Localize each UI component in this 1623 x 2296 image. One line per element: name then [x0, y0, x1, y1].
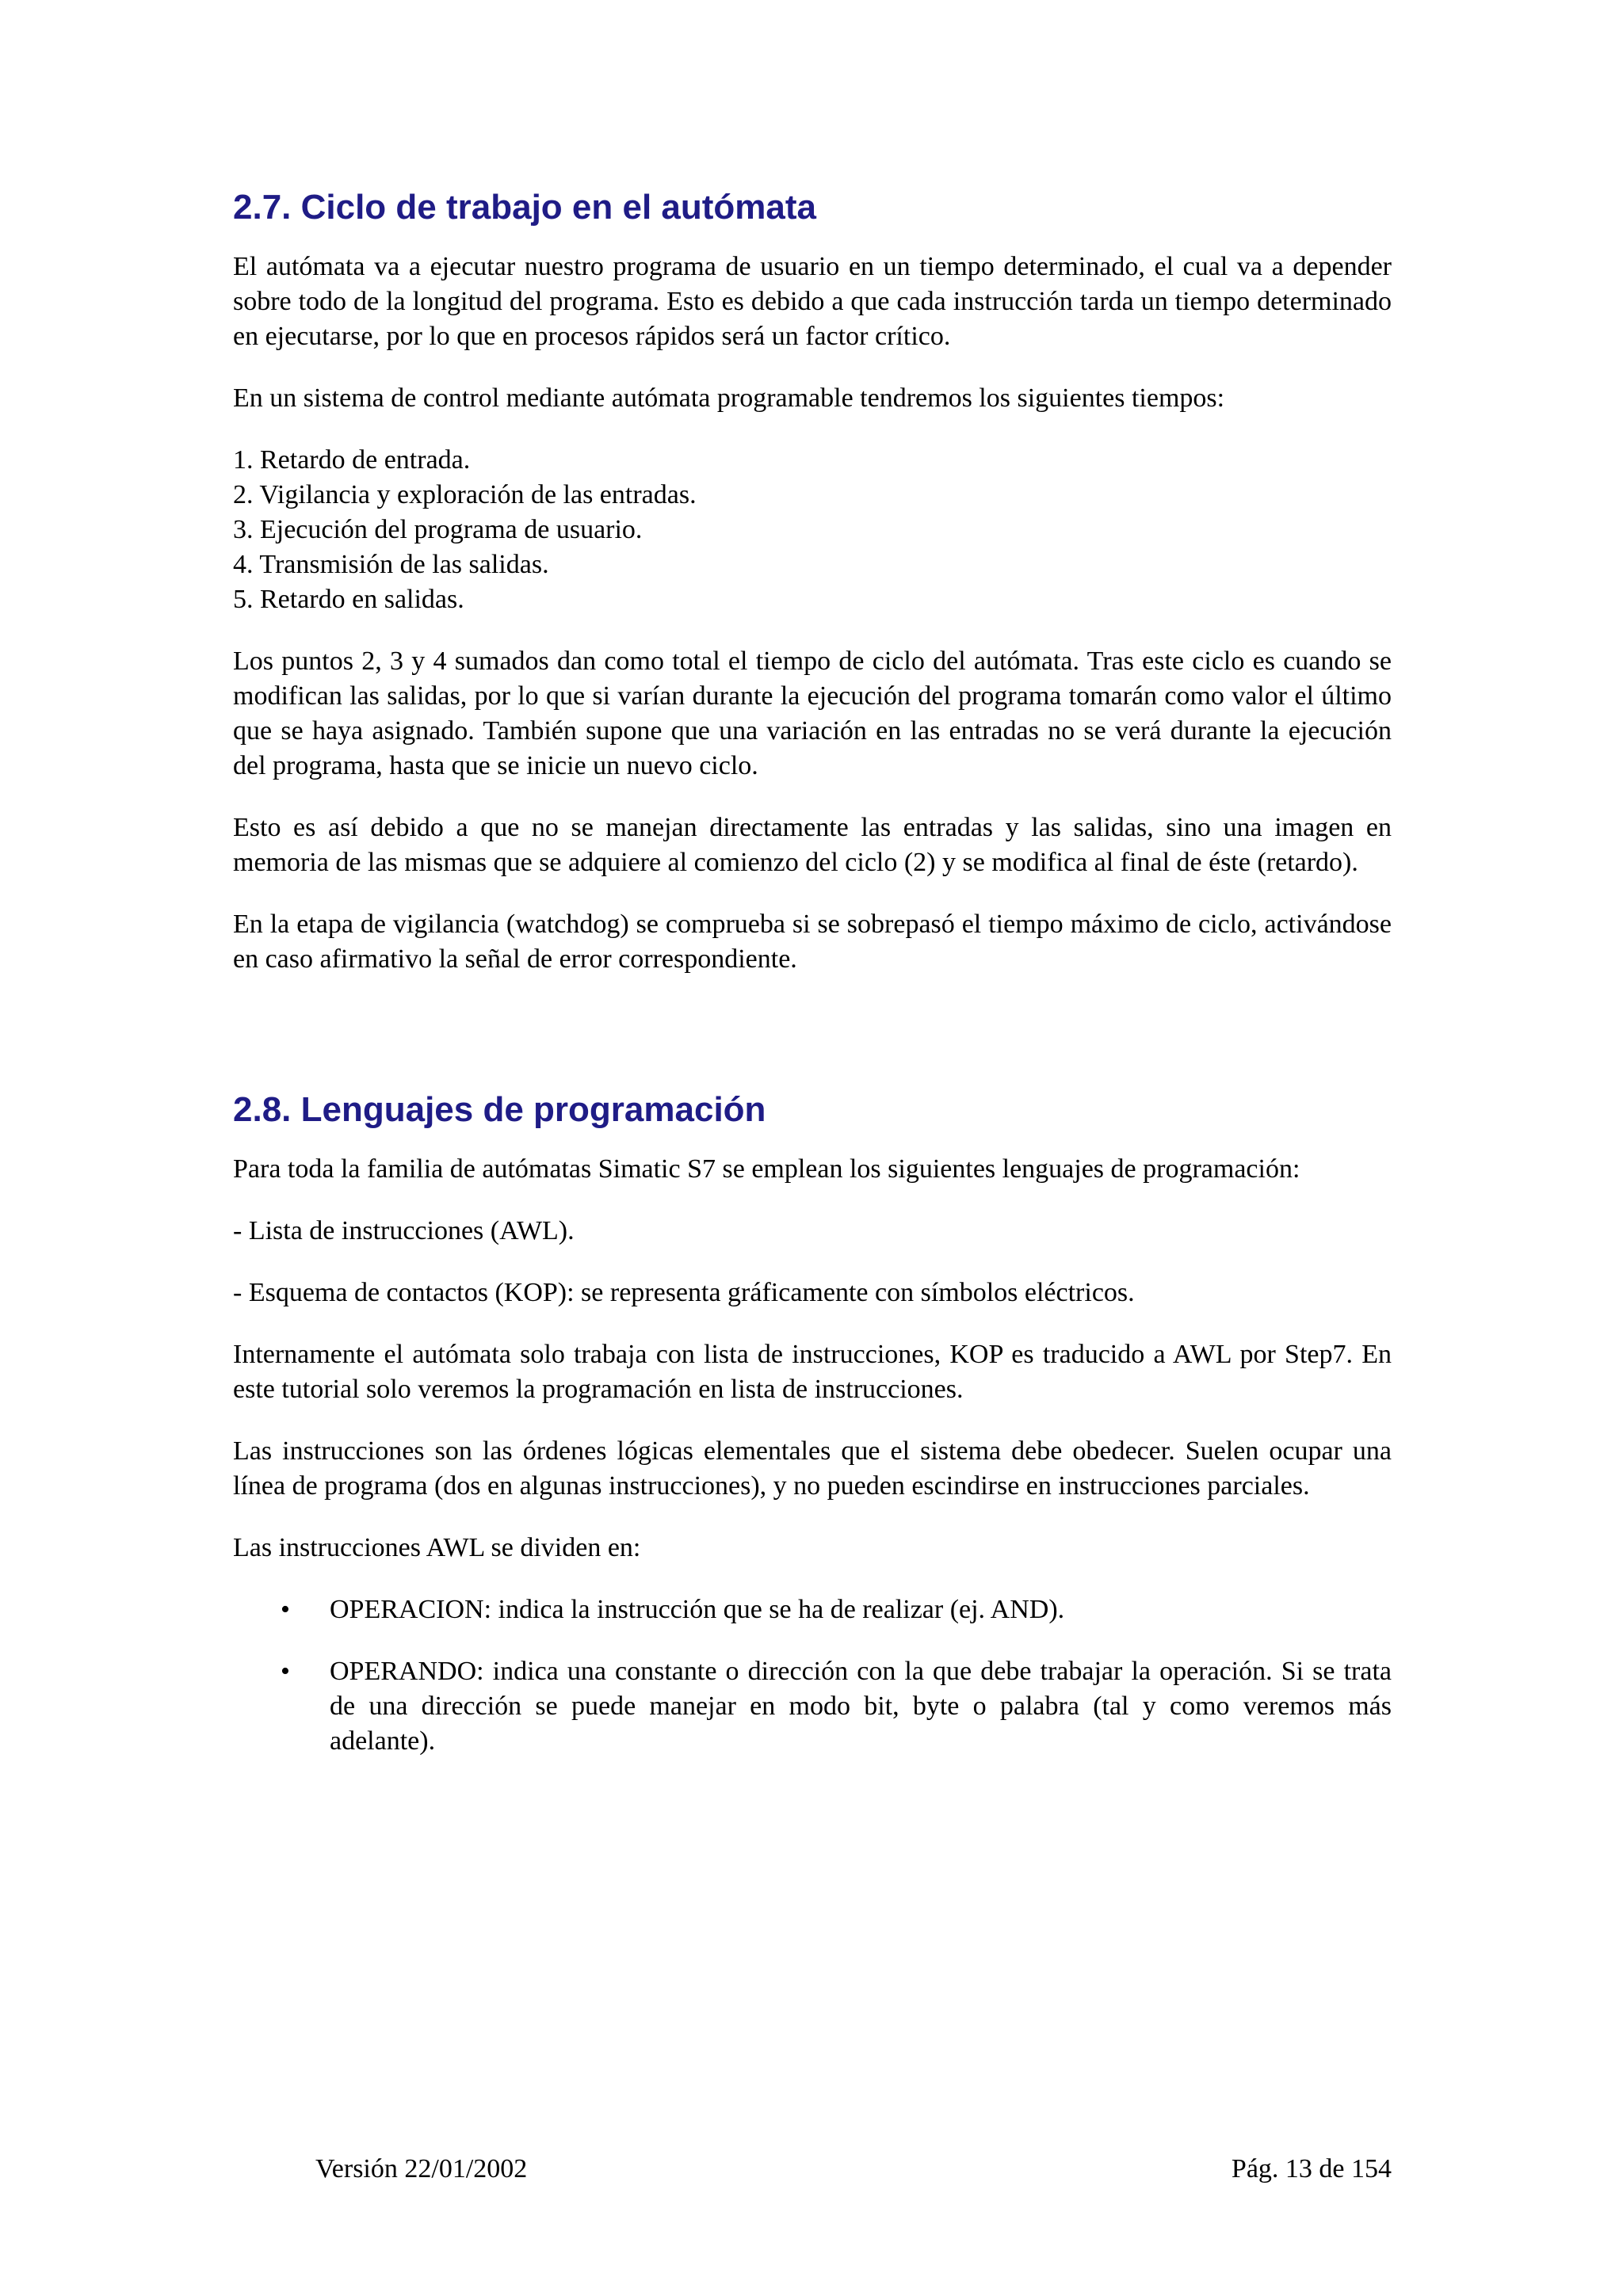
list-item: 5. Retardo en salidas. — [233, 584, 464, 614]
list-item: 2. Vigilancia y exploración de las entradas. — [233, 479, 697, 509]
bullet-icon: • — [281, 1656, 290, 1686]
list-item: 1. Retardo de entrada. — [233, 444, 471, 475]
section-title-ciclo: 2.7. Ciclo de trabajo en el autómata — [233, 188, 816, 227]
paragraph: - Lista de instrucciones (AWL). — [233, 1215, 575, 1245]
footer-page-number: Pág. 13 de 154 — [1231, 2154, 1392, 2183]
section-spacer — [233, 1004, 1392, 1089]
paragraph: Los puntos 2, 3 y 4 sumados dan como total el tiempo de ciclo del autómata. Tras este ciclo es cuando se modifican las salidas, por lo que si varían durante la ejecución del programa tomarán como valor el último que se haya asignado. También supone que una variación en las entradas no se verá durante la ejecución del programa, hasta que se inicie un nuevo ciclo. — [233, 646, 1392, 780]
page-content — [233, 187, 1392, 1786]
bullet-icon: • — [281, 1594, 290, 1624]
paragraph: Internamente el autómata solo trabaja con lista de instrucciones, KOP es traducido a AWL por Step7. En este tutorial solo veremos la programación en lista de instrucciones. — [233, 1339, 1392, 1404]
bullet-item — [281, 1654, 1392, 1759]
paragraph: En la etapa de vigilancia (watchdog) se comprueba si se sobrepasó el tiempo máximo de ciclo, activándose en caso afirmativo la señal de error correspondiente. — [233, 909, 1392, 974]
paragraph: Para toda la familia de autómatas Simatic S7 se emplean los siguientes lenguajes de programación: — [233, 1154, 1300, 1184]
paragraph: El autómata va a ejecutar nuestro programa de usuario en un tiempo determinado, el cual va a depender sobre todo de la longitud del programa. Esto es debido a que cada instrucción tarda un tiempo determinado en ejecutarse, por lo que en procesos rápidos será un factor crítico. — [233, 251, 1392, 351]
numbered-list — [233, 443, 1392, 617]
bullet-text: OPERACION: indica la instrucción que se ha de realizar (ej. AND). — [330, 1594, 1065, 1624]
paragraph: En un sistema de control mediante autómata programable tendremos los siguientes tiempos: — [233, 383, 1225, 413]
paragraph: Esto es así debido a que no se manejan directamente las entradas y las salidas, sino una imagen en memoria de las mismas que se adquiere al comienzo del ciclo (2) y se modifica al final de éste (retardo). — [233, 812, 1392, 877]
list-item: 4. Transmisión de las salidas. — [233, 549, 549, 579]
bullet-text: OPERANDO: indica una constante o dirección con la que debe trabajar la operación. Si se trata de una dirección se puede manejar en modo bit, byte o palabra (tal y como veremos más adelante). — [330, 1656, 1392, 1756]
list-item: 3. Ejecución del programa de usuario. — [233, 514, 643, 544]
bullet-list — [233, 1592, 1392, 1759]
bullet-item — [281, 1592, 1392, 1627]
paragraph: - Esquema de contactos (KOP): se representa gráficamente con símbolos eléctricos. — [233, 1277, 1135, 1307]
paragraph: Las instrucciones AWL se dividen en: — [233, 1532, 641, 1562]
footer-version: Versión 22/01/2002 — [315, 2154, 528, 2183]
section-title-lenguajes: 2.8. Lenguajes de programación — [233, 1089, 766, 1129]
paragraph: Las instrucciones son las órdenes lógicas elementales que el sistema debe obedecer. Suelen ocupar una línea de programa (dos en algunas instrucciones), y no pueden escindirse en instrucciones parciales. — [233, 1436, 1392, 1501]
